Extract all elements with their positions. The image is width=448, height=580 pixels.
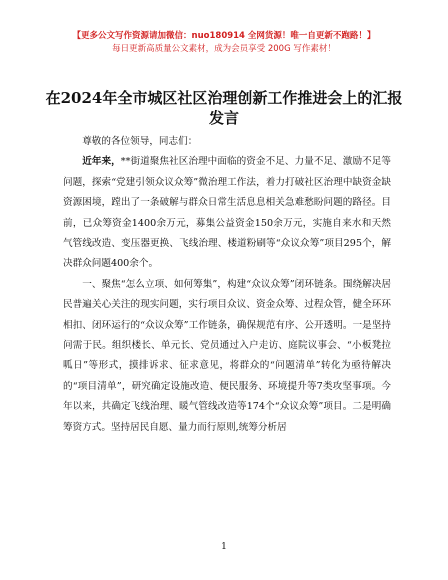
paragraph-1-text: **街道聚焦社区治理中面临的资金不足、力量不足、激励不足等问题，探索“党建引领众议众筹”微治理工作法，着力打破社区治理中缺资金缺资源困境，蹚出了一条破解与群众日常生活息息相关急难愁盼问题的路径。目前，已众筹资金1400余万元，募集公益资金150余万元，实施自来水和天然气管线改造、变压器更换、飞线治理、楼道粉刷等“众议众筹”项目295个，解决群众问题400余个。 [63, 156, 391, 270]
salutation: 尊敬的各位领导，同志们： [82, 136, 198, 147]
paragraph-2: 一、聚焦“怎么立项、如何筹集”，构建“众议众筹”闭环链条。围绕解决居民普遍关心关注的现实问题，实行项目众议、资金众筹、过程众管，健全环环相扣、闭环运行的“众议众筹”工作链条，确保规范有序、公开透明。一是坚持问需于民。组织楼长、单元长、党员通过入户走访、庭院议事会、“小板凳拉呱日”等形式，摸排诉求、征求意见，将群众的“问题清单”转化为亟待解决的“项目清单”，研究确定设施改造、便民服务、环境提升等7类攻坚事项。今年以来，共确定飞线治理、暖气管线改造等174个“众议众筹”项目。二是明确筹资方式。坚持居民自愿、量力而行原则,统筹分析居 [63, 278, 391, 433]
promo-banner-line2: 每日更新高质量公文素材，成为会员享受 200G 写作素材！ [112, 44, 336, 54]
document-title: 在2024年全市城区社区治理创新工作推进会上的汇报发言 [45, 89, 403, 127]
promo-banner [0, 30, 448, 56]
promo-banner-line1: 【更多公文写作资源请加微信：nuo180914 全网货源！唯一自更新不跑路！】 [72, 31, 376, 41]
paragraph-1 [63, 152, 391, 274]
page-number: 1 [221, 542, 227, 552]
document-body [63, 132, 391, 438]
paragraph-1-lead: 近年来， [82, 156, 121, 168]
